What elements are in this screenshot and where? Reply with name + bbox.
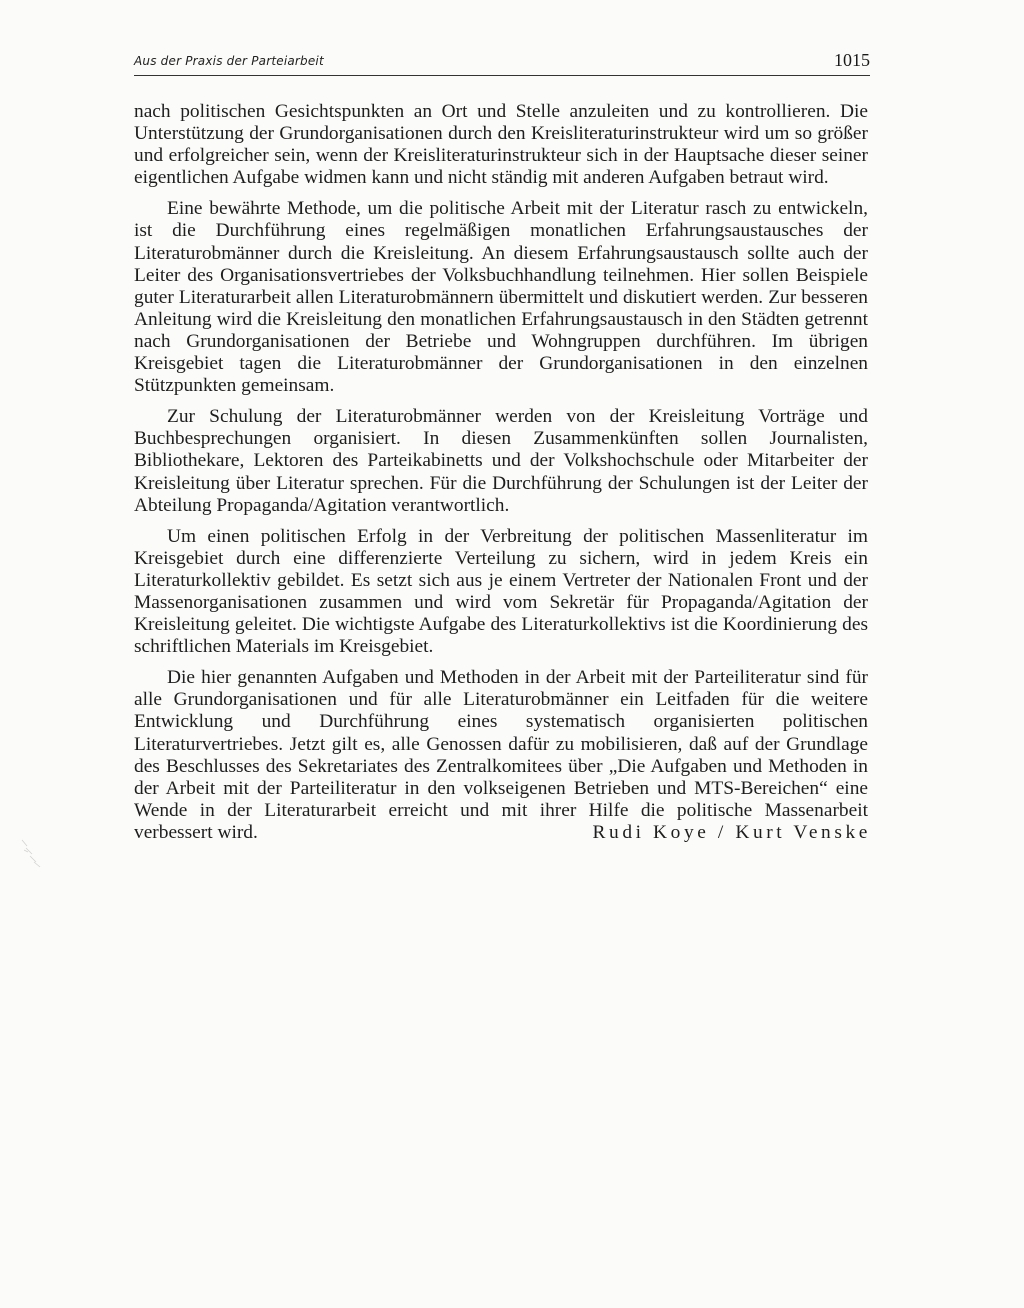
paragraph-5 (134, 667, 871, 844)
paragraph-2: Eine bewährte Methode, um die politische Arbeit mit der Literatur rasch zu entwickeln, ist die Durchführung eines regelmäßigen monatlichen Erfahrungsaustausches der Literaturobmänner durch die Kreisleitung. An diesem Erfahrungsaustausch sollte auch der Leiter des Organisationsvertriebes der Volksbuchhandlung teilnehmen. Hier sollen Beispiele guter Literaturarbeit allen Literaturobmännern übermittelt und diskutiert werden. Zur besseren Anleitung wird die Kreisleitung den monatlichen Erfahrungsaustausch in den Städten getrennt nach Grundorganisationen der Betriebe und Wohngruppen durchführen. Im übrigen Kreisgebiet tagen die Literaturobmänner der Grundorganisationen in den einzelnen Stützpunkten gemeinsam. (134, 198, 868, 397)
scan-speck-mark (18, 836, 46, 870)
page-header (134, 50, 870, 74)
paragraph-3: Zur Schulung der Literaturobmänner werden von der Kreisleitung Vorträge und Buchbesprechungen organisiert. In diesen Zusammenkünften sollen Journalisten, Bibliothekare, Lektoren des Parteikabinetts und der Volkshochschule oder Mitarbeiter der Kreisleitung über Literatur sprechen. Für die Durchführung der Schulungen ist der Leiter der Abteilung Propaganda/Agitation verantwortlich. (134, 406, 868, 516)
author-signature: Rudi Koye / Kurt Venske (592, 821, 871, 843)
paragraph-4: Um einen politischen Erfolg in der Verbreitung der politischen Massenliteratur im Kreisgebiet durch eine differenzierte Verteilung zu sichern, wird in jedem Kreis ein Literaturkollektiv gebildet. Es setzt sich aus je einem Vertreter der Nationalen Front und der Massenorganisationen zusammen und wird vom Sekretär für Propaganda/Agitation der Kreisleitung geleitet. Die wichtigste Aufgabe des Literaturkollektivs ist die Koordinierung des schriftlichen Materials im Kreisgebiet. (134, 525, 868, 658)
page-number: 1015 (834, 50, 870, 70)
article-body (134, 101, 871, 844)
paragraph-5-text: Die hier genannten Aufgaben und Methoden in der Arbeit mit der Parteiliteratur sind für alle Grundorganisationen und für alle Literaturobmänner ein Leitfaden für die weitere Entwicklung und Durchführung eines systematisch organisierten politischen Literaturvertriebes. Jetzt gilt es, alle Genossen dafür zu mobilisieren, daß auf der Grundlage des Beschlusses des Sekretariates des Zentralkomitees über „Die Aufgaben und Methoden in der Arbeit mit der Parteiliteratur in den volkseigenen Betrieben und MTS-Bereichen“ eine Wende in der Literaturarbeit erreicht und mit ihrer Hilfe die politische Massenarbeit verbessert wird. (134, 667, 868, 843)
header-rule (134, 75, 870, 76)
running-head: Aus der Praxis der Parteiarbeit (134, 54, 324, 68)
paragraph-1: nach politischen Gesichtspunkten an Ort und Stelle anzuleiten und zu kontrollieren. Die Unterstützung der Grundorganisationen durch den Kreisliteraturinstrukteur wird um so größer und erfolgreicher sein, wenn der Kreisliteraturinstrukteur sich in der Hauptsache dieser seiner eigentlichen Aufgabe widmen kann und nicht ständig mit anderen Aufgaben betraut wird. (134, 101, 868, 189)
